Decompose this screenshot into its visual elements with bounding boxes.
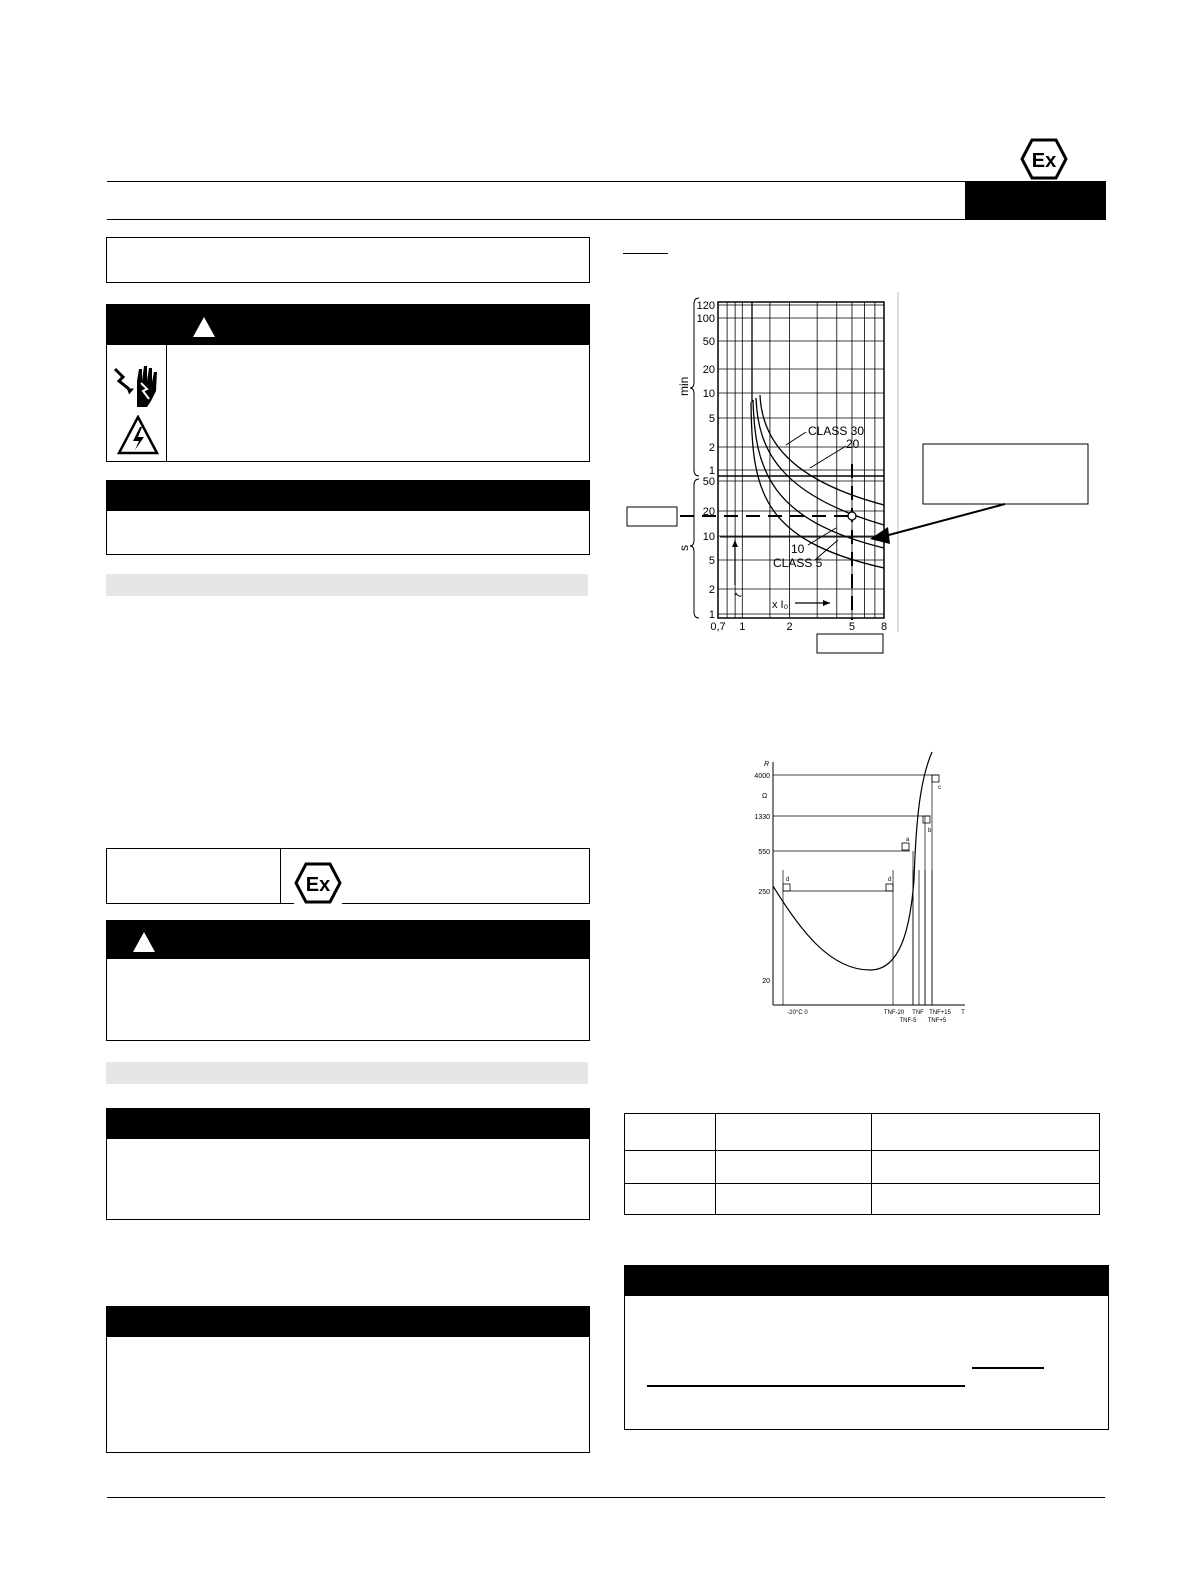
header-rule-bottom [107,219,967,220]
chart2-zone-label: d [786,877,790,883]
warning-triangle-icon [193,317,215,337]
table-row [625,1151,1100,1184]
chart1-ytick-label: 20 [702,506,715,518]
table-cell [625,1151,716,1184]
underline-1 [972,1367,1044,1369]
notice-box-3 [106,1306,590,1453]
table-cell [872,1114,1100,1151]
ex-box-right-edge [589,848,590,904]
ex-box-bottom-right [342,903,590,904]
ex-logo-text: Ex [1031,150,1057,172]
underline-2 [647,1385,965,1387]
notice-box-1 [106,480,590,555]
section-band-2 [106,1062,588,1084]
warning-header-2 [107,921,589,959]
chart1-ytick-label: 50 [702,476,715,488]
chart1-ylabel-s: s [677,545,691,551]
notice-box-2 [106,1108,590,1220]
ptc-resistance-chart [740,750,980,1050]
chart2-hatch-zone [923,816,930,823]
chart1-callout-box-left [627,507,677,526]
chart1-ytick-label: 2 [708,442,715,454]
chart2-hatch-zone [886,884,893,891]
chart2-xtick-label: TNF [912,1010,924,1016]
chart2-hatch-zone [932,775,939,782]
chart1-ytick-label: 5 [708,413,715,425]
notice-header-3 [107,1307,589,1337]
notice-header-1 [107,481,589,511]
chart2-zone-label: a [906,837,910,843]
chart2-xtick-label: 0 [804,1010,808,1016]
table-row [625,1114,1100,1151]
data-table [624,1113,1100,1215]
chart1-marker [848,512,856,520]
tripping-class-chart [620,288,1100,658]
figure-label-underline [623,253,668,254]
notice-header-right [625,1266,1108,1296]
ex-box-divider [280,848,281,904]
chart2-yunit: Ω [762,793,768,800]
chart1-ytick-label: 10 [702,531,715,543]
ex-box-top-rule [106,848,590,849]
chart1-ytick-label: 2 [708,584,715,596]
table-cell [872,1184,1100,1215]
chart2-zone-label: d [888,877,892,883]
chart1-ytick-label: 120 [696,300,715,312]
chart1-frame [718,302,884,618]
chart1-series-leader [810,446,846,468]
chart1-ytick-label: 1 [708,465,715,477]
chart1-series-label: 20 [846,437,860,451]
chart1-series-leader [786,432,806,445]
chart2-zone-label: c [938,785,941,791]
chart2-ytick-label: 20 [762,978,770,985]
chart1-series-label: 10 [791,542,805,556]
chart2-xtick-label: TNF-20 [883,1010,905,1016]
ex-logo-header [1020,138,1068,180]
chart1-xlabel-arrowhead [823,600,830,606]
footer-rule [107,1497,1105,1498]
chart1-ytick-label: 20 [702,364,715,376]
chart2-resistance-curve [773,752,932,970]
high-voltage-icon [117,415,159,455]
chart1-xtick-label: 8 [880,621,888,633]
chart2-hatch-zone [902,843,909,850]
chart1-xtick-label: 5 [848,621,856,633]
chart1-xlabel: x I₀ [772,599,789,611]
chart1-ytick-label: 1 [708,609,715,621]
header-tab [965,181,1106,220]
notice-header-2 [107,1109,589,1139]
chart2-zone-label: b [928,828,932,834]
chart2-ylabel: R [764,761,770,768]
chart1-ytick-label: 5 [708,555,715,567]
chart1-series-line [760,395,884,505]
chart1-pointer-arrowhead [870,527,890,544]
chart1-time-arrowhead [732,540,738,547]
chart1-ytick-label: 50 [702,336,715,348]
chart2-ytick-label: 250 [758,889,770,896]
chart1-xtick-label: 1 [739,621,746,633]
chart1-callout-box-right [923,444,1088,504]
chart2-xtick-label: -20°C [787,1010,803,1016]
chart1-brace-s [690,479,699,618]
chart1-pointer-line [885,504,1005,536]
chart2-hatch-zone [783,884,790,891]
table-row [625,1184,1100,1215]
table-cell [716,1151,872,1184]
table-cell [716,1184,872,1215]
ex-box-left-edge [106,848,107,904]
chart2-xtick-label: TNF-5 [899,1018,917,1024]
chart1-ytick-label: 100 [696,313,715,325]
ex-logo-box [294,862,342,904]
chart2-ytick-label: 4000 [754,773,770,780]
table-cell [872,1151,1100,1184]
ex-box-bottom-left [106,903,294,904]
chart1-xtick-label: 0,7 [710,621,726,633]
chart2-ytick-label: 550 [758,849,770,856]
danger-header-1 [107,305,589,345]
notice-box-right [624,1265,1109,1430]
chart1-callout-box-bottom [817,634,883,653]
header-rule-top [107,181,967,182]
chart2-ytick-label: 1330 [754,814,770,821]
chart2-xtick-label: TNF+15 [929,1010,951,1016]
chart1-ylabel-min: min [677,376,691,396]
chart1-series-label: CLASS 30 [808,424,865,438]
chart1-ytick-label: 10 [702,388,715,400]
table-cell [625,1114,716,1151]
info-box [106,237,590,283]
chart2-xtick-label: TNF+5 [927,1018,947,1024]
warning-triangle-icon-2 [133,932,155,952]
ex-logo-box-text: Ex [305,874,331,896]
chart1-xtick-label: 2 [786,621,793,633]
table-cell [716,1114,872,1151]
chart1-ta-symbol: t [732,590,745,600]
warning-box-2 [106,920,590,1041]
electrical-hazard-hand-icon [111,361,165,411]
ex-certification-box [106,848,590,904]
table-cell [625,1184,716,1215]
danger-icon-column [107,345,167,461]
section-band-1 [106,574,588,596]
chart1-series-label: CLASS 5 [773,556,823,570]
chart2-xtick-label: T [961,1010,965,1016]
chart1-series-leader [815,540,838,560]
danger-box-1 [106,304,590,462]
